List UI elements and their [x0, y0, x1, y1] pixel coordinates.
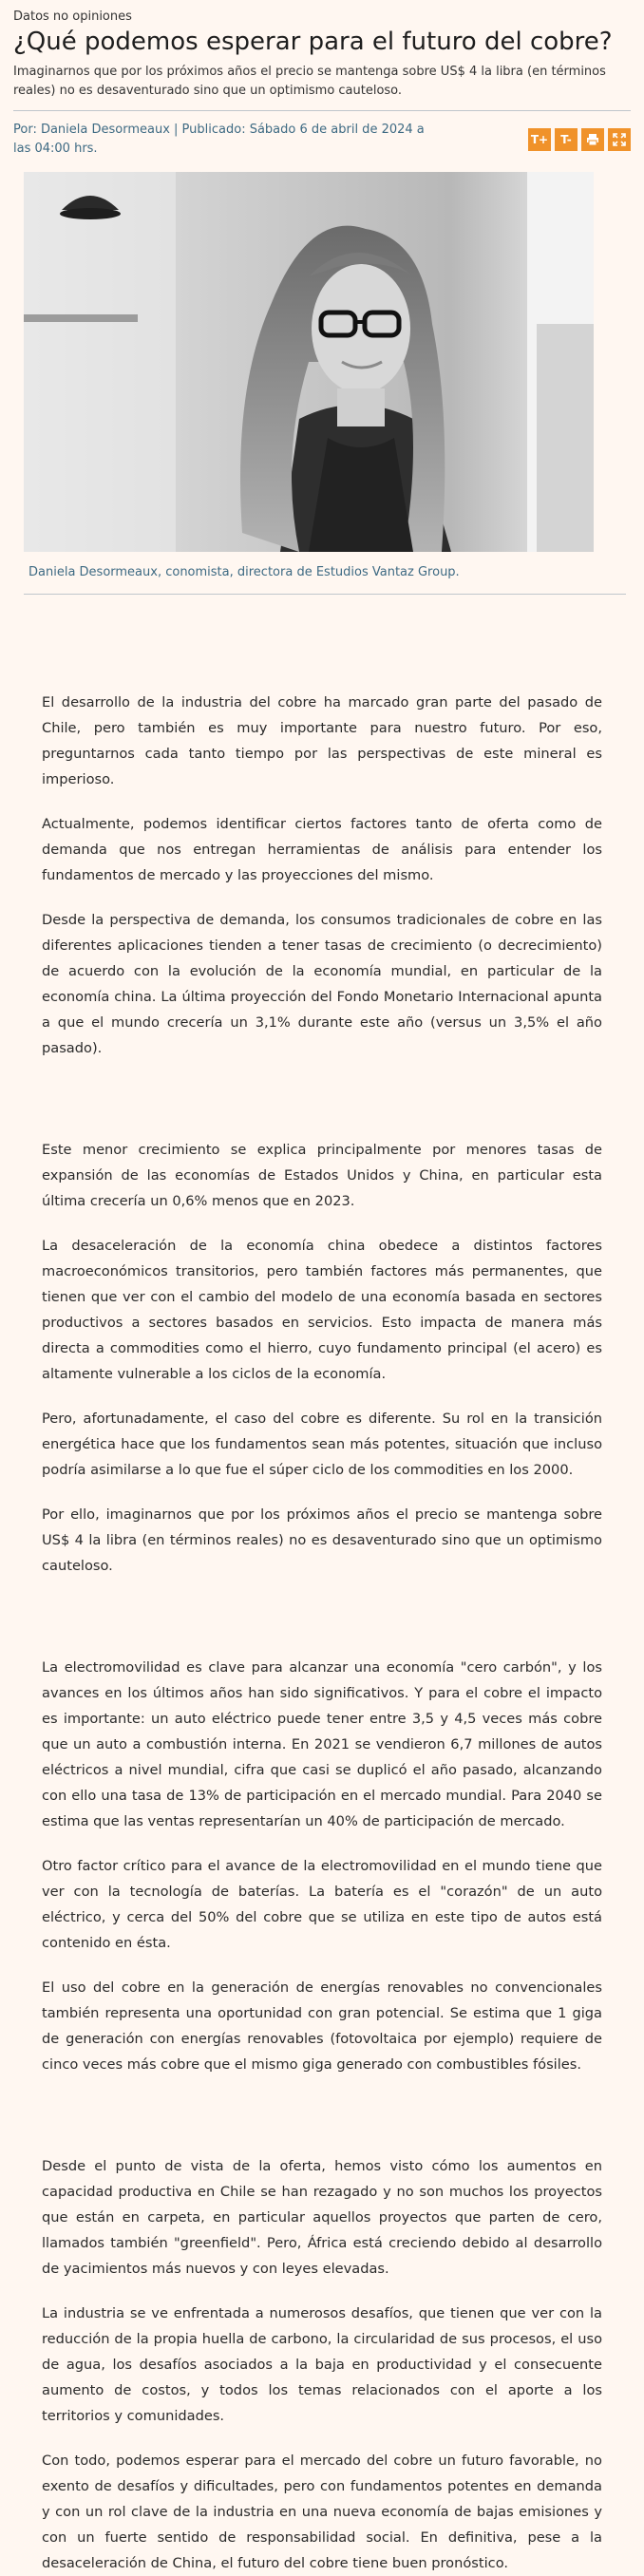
article-subtitle: Imaginarnos que por los próximos años el precio se mantenga sobre US$ 4 la libra (en términos reales) no es desaventurado sino que un optimismo cauteloso. — [13, 65, 606, 98]
article-paragraph: Por ello, imaginarnos que por los próximos años el precio se mantenga sobre US$ 4 la libra (en términos reales) no es desaventurado sino que un optimismo cauteloso. — [42, 1506, 602, 1574]
divider — [24, 594, 626, 595]
photo-caption: Daniela Desormeaux, conomista, directora de Estudios Vantaz Group. — [28, 565, 460, 579]
page-title: ¿Qué podemos esperar para el futuro del cobre? — [13, 28, 613, 56]
article-paragraph: El desarrollo de la industria del cobre ha marcado gran parte del pasado de Chile, pero también es muy importante para nuestro futuro. Por eso, preguntarnos cada tanto tiempo por las perspectivas de este mineral es imperioso. — [42, 694, 602, 787]
article-paragraph: Pero, afortunadamente, el caso del cobre es diferente. Su rol en la transición energética hace que los fundamentos sean más potentes, situación que incluso podría asimilarse a lo que fue el súper ciclo de los commodities en los 2000. — [42, 1411, 602, 1478]
article-paragraph: Con todo, podemos esperar para el mercado del cobre un futuro favorable, no exento de desafíos y dificultades, pero con fundamentos potentes en demanda y con un rol clave de la industria en una nueva economía de bajas emisiones y con un fuerte sentido de responsabilidad social. En definitiva, pese a la desaceleración de China, el futuro del cobre tiene buen pronóstico. — [42, 2453, 602, 2571]
print-button[interactable] — [581, 128, 604, 151]
article-paragraph: Otro factor crítico para el avance de la electromovilidad en el mundo tiene que ver con la tecnología de baterías. La batería es el "corazón" de un auto eléctrico, y cerca del 50% del cobre que se utiliza en este tipo de autos está contenido en ésta. — [42, 1858, 602, 1951]
article-paragraph: Desde la perspectiva de demanda, los consumos tradicionales de cobre en las diferentes aplicaciones tienden a tener tasas de crecimiento (o decrecimiento) de acuerdo con la evolución de la economía mundial, en particular de la economía china. La última proyección del Fondo Monetario Internacional apunta a que el mundo crecería un 3,1% durante este año (versus un 3,5% el año pasado). — [42, 912, 602, 1056]
article-paragraph: El uso del cobre en la generación de energías renovables no convencionales también representa una oportunidad con gran potencial. Se estima que 1 giga de generación con energías renovables (fotovoltaica por ejemplo) requiere de cinco veces más cobre que el mismo giga generado con combustibles fósiles. — [42, 1979, 602, 2073]
expand-icon — [613, 133, 626, 146]
article-paragraph: La desaceleración de la economía china obedece a distintos factores macroeconómicos transitorios, pero también factores más permanentes, que tienen que ver con el cambio del modelo de una economía basada en sectores productivos a sectores basados en servicios. Esto impacta de manera más directa a commodities como el hierro, cuyo fundamento principal (el acero) es altamente vulnerable a los ciclos de la economía. — [42, 1238, 602, 1382]
increase-text-button[interactable]: T+ — [528, 128, 551, 151]
article-paragraph: La industria se ve enfrentada a numerosos desafíos, que tienen que ver con la reducción de la propia huella de carbono, la circularidad de sus procesos, el uso de agua, los desafíos asociados a la baja en productividad y el consecuente aumento de costos, y todos los temas relacionados con el aporte a los territorios y comunidades. — [42, 2305, 602, 2424]
author-photo-image — [24, 172, 594, 552]
byline: Por: Daniela Desormeaux | Publicado: Sábado 6 de abril de 2024 a las 04:00 hrs. — [13, 123, 425, 156]
byline-row — [13, 111, 631, 161]
print-icon — [586, 133, 599, 146]
article-paragraph: Actualmente, podemos identificar ciertos factores tanto de oferta como de demanda que nos entregan herramientas de análisis para entender los fundamentos de mercado y las proyecciones del mismo. — [42, 816, 602, 883]
author-photo — [24, 172, 594, 552]
article-paragraph: La electromovilidad es clave para alcanzar una economía "cero carbón", y los avances en los últimos años han sido significativos. Y para el cobre el impacto es importante: un auto eléctrico puede tener entre 3,5 y 4,5 veces más cobre que un auto a combustión interna. En 2021 se vendieron 6,7 millones de autos eléctricos a nivel mundial, cifra que casi se duplicó el año pasado, alcanzando con ello una tasa de 13% de participación en el mercado mundial. Para 2040 se estima que las ventas representarían un 40% de participación de mercado. — [42, 1659, 602, 1829]
section-gap — [42, 1080, 602, 1137]
section-gap — [42, 2096, 602, 2153]
decrease-text-button[interactable]: T- — [555, 128, 578, 151]
article-tools — [528, 128, 631, 151]
section-gap — [42, 1598, 602, 1655]
article-body — [13, 690, 631, 2576]
article-paragraph: Desde el punto de vista de la oferta, hemos visto cómo los aumentos en capacidad productiva en Chile se han rezagado y no son muchos los proyectos que están en carpeta, en particular aquellos proyectos que parten de cero, llamados también "greenfield". Pero, África está creciendo debido al desarrollo de yacimientos más nuevos y con leyes elevadas. — [42, 2158, 602, 2277]
section-label[interactable]: Datos no opiniones — [13, 9, 132, 24]
article-paragraph: Este menor crecimiento se explica principalmente por menores tasas de expansión de las economías de Estados Unidos y China, en particular esta última crecería un 0,6% menos que en 2023. — [42, 1142, 602, 1209]
fullscreen-button[interactable] — [608, 128, 631, 151]
